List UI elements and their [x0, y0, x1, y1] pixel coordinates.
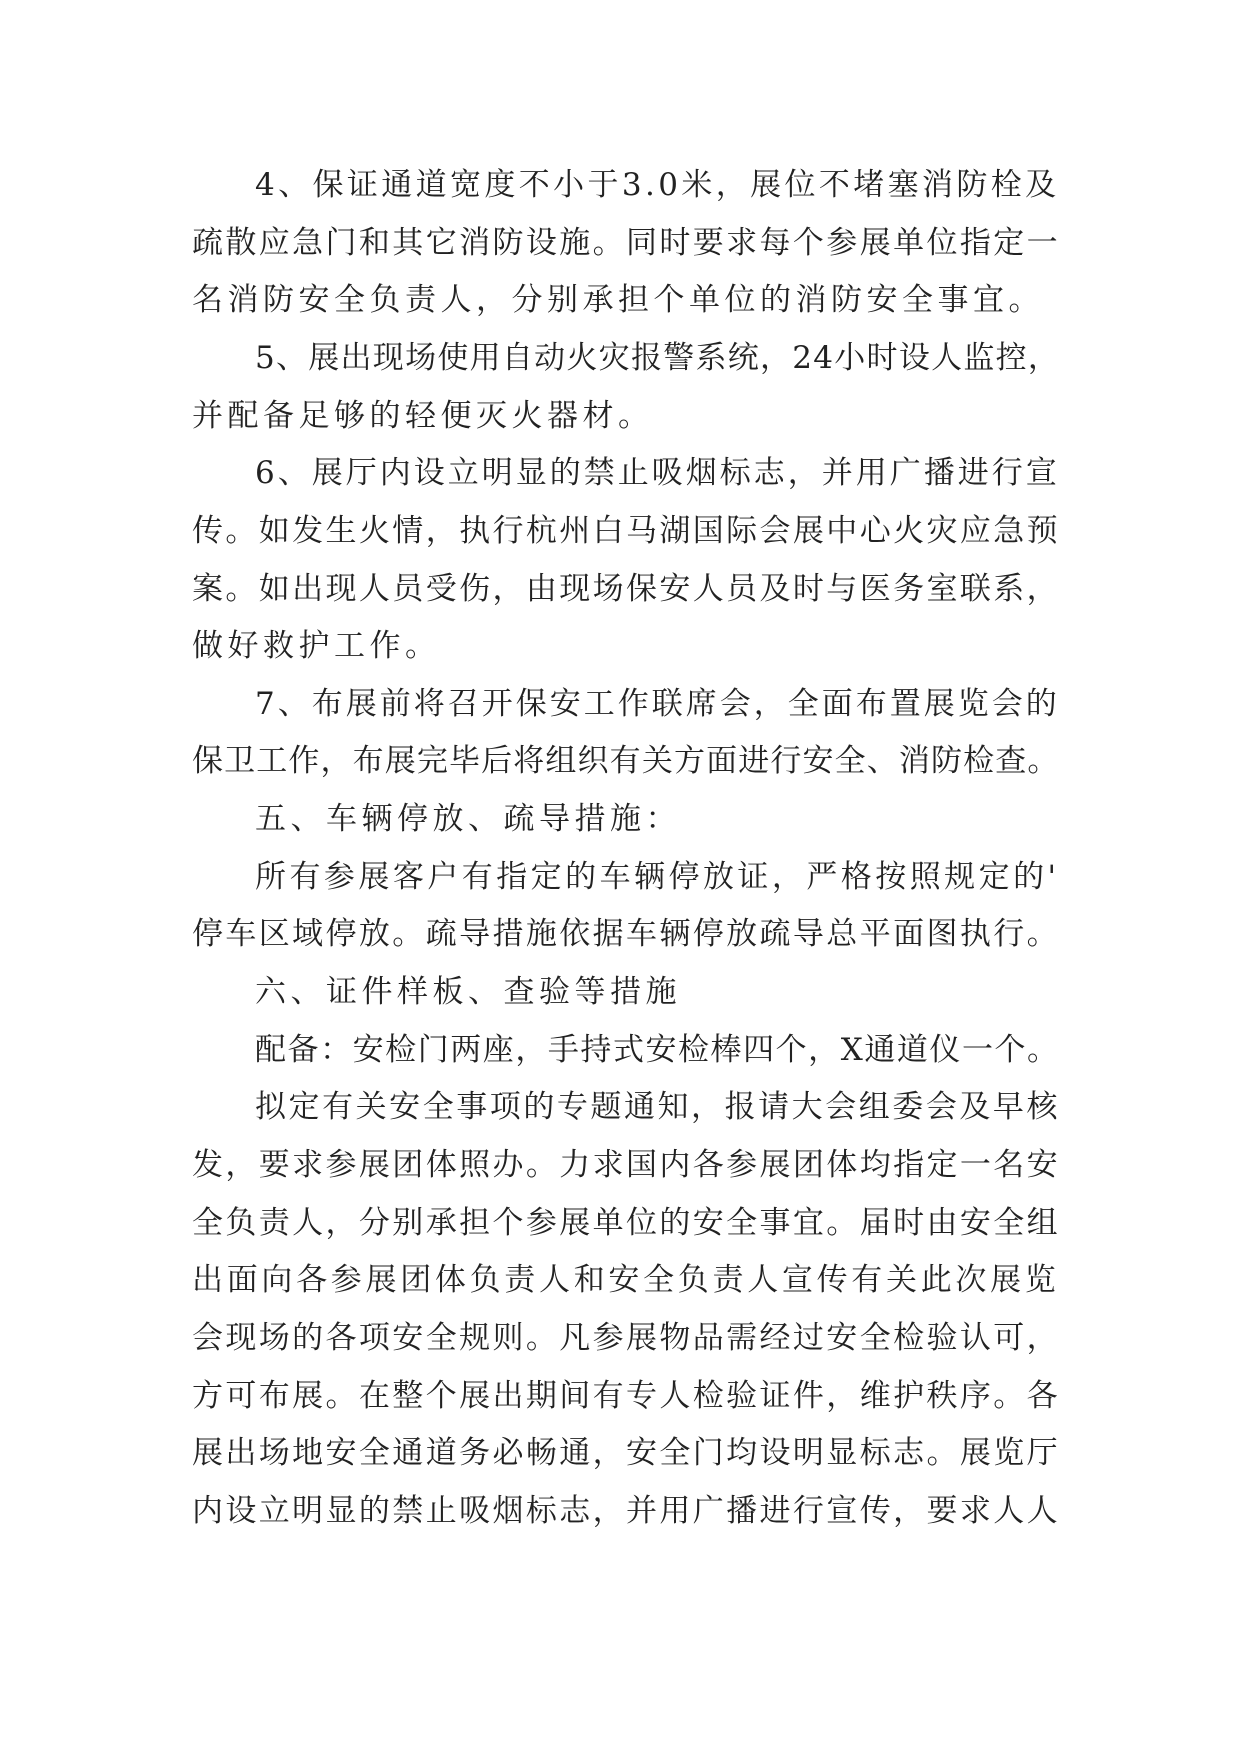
text-line [0, 1423, 1241, 1483]
text-line [0, 1366, 1241, 1426]
text-line-content: 6、展厅内设立明显的禁止吸烟标志，并用广播进行宣 [255, 455, 1060, 491]
text-line [0, 674, 1241, 734]
text-line-content: 会现场的各项安全规则。凡参展物品需经过安全检验认可， [192, 1320, 1060, 1356]
text-line [0, 1481, 1241, 1541]
text-line [0, 1077, 1241, 1137]
text-line-content: 停车区域停放。疏导措施依据车辆停放疏导总平面图执行。 [192, 916, 1060, 952]
text-line-content: 拟定有关安全事项的专题通知，报请大会组委会及早核 [255, 1089, 1060, 1125]
text-line [0, 501, 1241, 561]
text-line [0, 1250, 1241, 1310]
text-line [0, 155, 1241, 215]
text-line-content: 配备：安检门两座，手持式安检棒四个，X通道仪一个。 [255, 1032, 1060, 1068]
text-line [0, 962, 1241, 1022]
text-line [0, 789, 1241, 849]
text-line-content: 出面向各参展团体负责人和安全负责人宣传有关此次展览 [192, 1262, 1060, 1298]
text-line [0, 731, 1241, 791]
text-line-content: 5、展出现场使用自动火灾报警系统，24小时设人监控， [255, 340, 1061, 376]
text-line-content: 六、证件样板、查验等措施 [255, 974, 681, 1010]
text-line-content: 所有参展客户有指定的车辆停放证，严格按照规定的' [255, 859, 1060, 895]
text-line-content: 名消防安全负责人，分别承担个单位的消防安全事宜。 [192, 282, 1044, 318]
text-line-content: 4、保证通道宽度不小于3.0米，展位不堵塞消防栓及 [255, 167, 1060, 203]
text-line [0, 559, 1241, 619]
text-line-content: 7、布展前将召开保安工作联席会，全面布置展览会的 [255, 686, 1060, 722]
text-line-content: 全负责人，分别承担个参展单位的安全事宜。届时由安全组 [192, 1205, 1060, 1241]
text-line [0, 328, 1241, 388]
text-line-content: 案。如出现人员受伤，由现场保安人员及时与医务室联系， [192, 571, 1060, 607]
text-line [0, 1193, 1241, 1253]
text-line-content: 五、车辆停放、疏导措施： [255, 801, 681, 837]
text-line [0, 443, 1241, 503]
text-line [0, 1020, 1241, 1080]
text-line [0, 847, 1241, 907]
text-line-content: 疏散应急门和其它消防设施。同时要求每个参展单位指定一 [192, 225, 1060, 261]
text-line [0, 1308, 1241, 1368]
text-line [0, 270, 1241, 330]
text-line-content: 传。如发生火情，执行杭州白马湖国际会展中心火灾应急预 [192, 513, 1060, 549]
text-line [0, 386, 1241, 446]
text-line-content: 内设立明显的禁止吸烟标志，并用广播进行宣传，要求人人 [192, 1493, 1060, 1529]
text-line-content: 展出场地安全通道务必畅通，安全门均设明显标志。展览厅 [192, 1435, 1060, 1471]
text-line [0, 1135, 1241, 1195]
text-line-content: 发，要求参展团体照办。力求国内各参展团体均指定一名安 [192, 1147, 1060, 1183]
text-line-content: 并配备足够的轻便灭火器材。 [192, 398, 654, 434]
text-line-content: 方可布展。在整个展出期间有专人检验证件，维护秩序。各 [192, 1378, 1060, 1414]
text-line [0, 616, 1241, 676]
text-line [0, 904, 1241, 964]
text-line-content: 保卫工作，布展完毕后将组织有关方面进行安全、消防检查。 [192, 743, 1060, 779]
text-line [0, 213, 1241, 273]
text-line-content: 做好救护工作。 [192, 628, 441, 664]
